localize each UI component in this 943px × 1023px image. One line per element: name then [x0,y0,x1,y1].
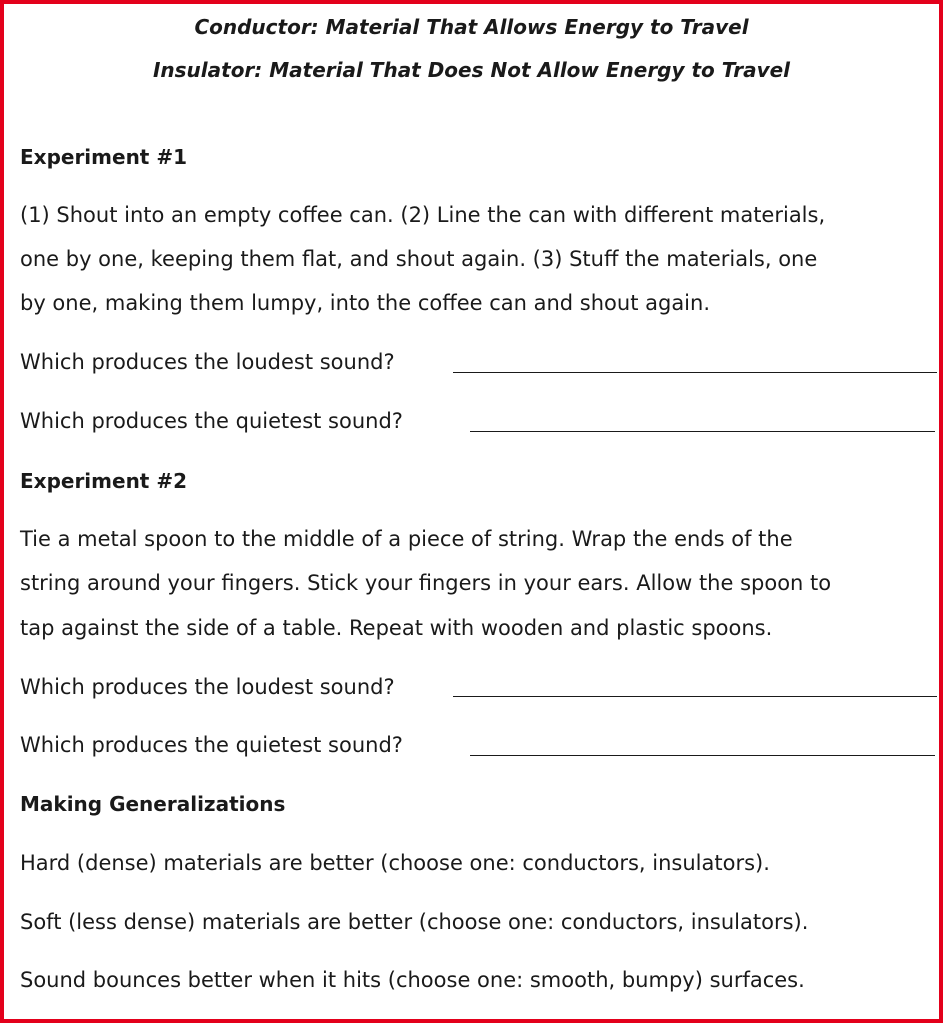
experiment2-question-quietest: Which produces the quietest sound? [20,733,403,757]
experiment2-instruction-line: string around your fingers. Stick your fingers in your ears. Allow the spoon to [20,571,832,595]
experiment1-question-loudest: Which produces the loudest sound? [20,350,395,374]
generalization-statement: Soft (less dense) materials are better (choose one: conductors, insulators). [20,910,809,934]
experiment1-instruction-line: one by one, keeping them flat, and shout again. (3) Stuff the materials, one [20,247,818,271]
generalization-statement: Sound bounces better when it hits (choose one: smooth, bumpy) surfaces. [20,968,805,992]
generalizations-heading: Making Generalizations [20,792,286,816]
experiment1-question-quietest: Which produces the quietest sound? [20,409,403,433]
experiment1-quietest-answer-blank[interactable] [470,431,935,432]
experiment2-quietest-answer-blank[interactable] [470,755,935,756]
experiment2-instruction-line: Tie a metal spoon to the middle of a piece of string. Wrap the ends of the [20,527,793,551]
experiment2-loudest-answer-blank[interactable] [453,696,937,697]
experiment2-question-loudest: Which produces the loudest sound? [20,675,395,699]
experiment1-heading: Experiment #1 [20,145,188,169]
title-conductor: Conductor: Material That Allows Energy to Travel [194,15,749,39]
experiment2-heading: Experiment #2 [20,469,188,493]
title-insulator: Insulator: Material That Does Not Allow Energy to Travel [152,58,791,82]
generalization-statement: Hard (dense) materials are better (choose one: conductors, insulators). [20,851,770,875]
experiment2-instruction-line: tap against the side of a table. Repeat with wooden and plastic spoons. [20,616,773,640]
experiment1-instruction-line: (1) Shout into an empty coffee can. (2) Line the can with different materials, [20,203,826,227]
experiment1-loudest-answer-blank[interactable] [453,372,937,373]
experiment1-instruction-line: by one, making them lumpy, into the coffee can and shout again. [20,291,711,315]
